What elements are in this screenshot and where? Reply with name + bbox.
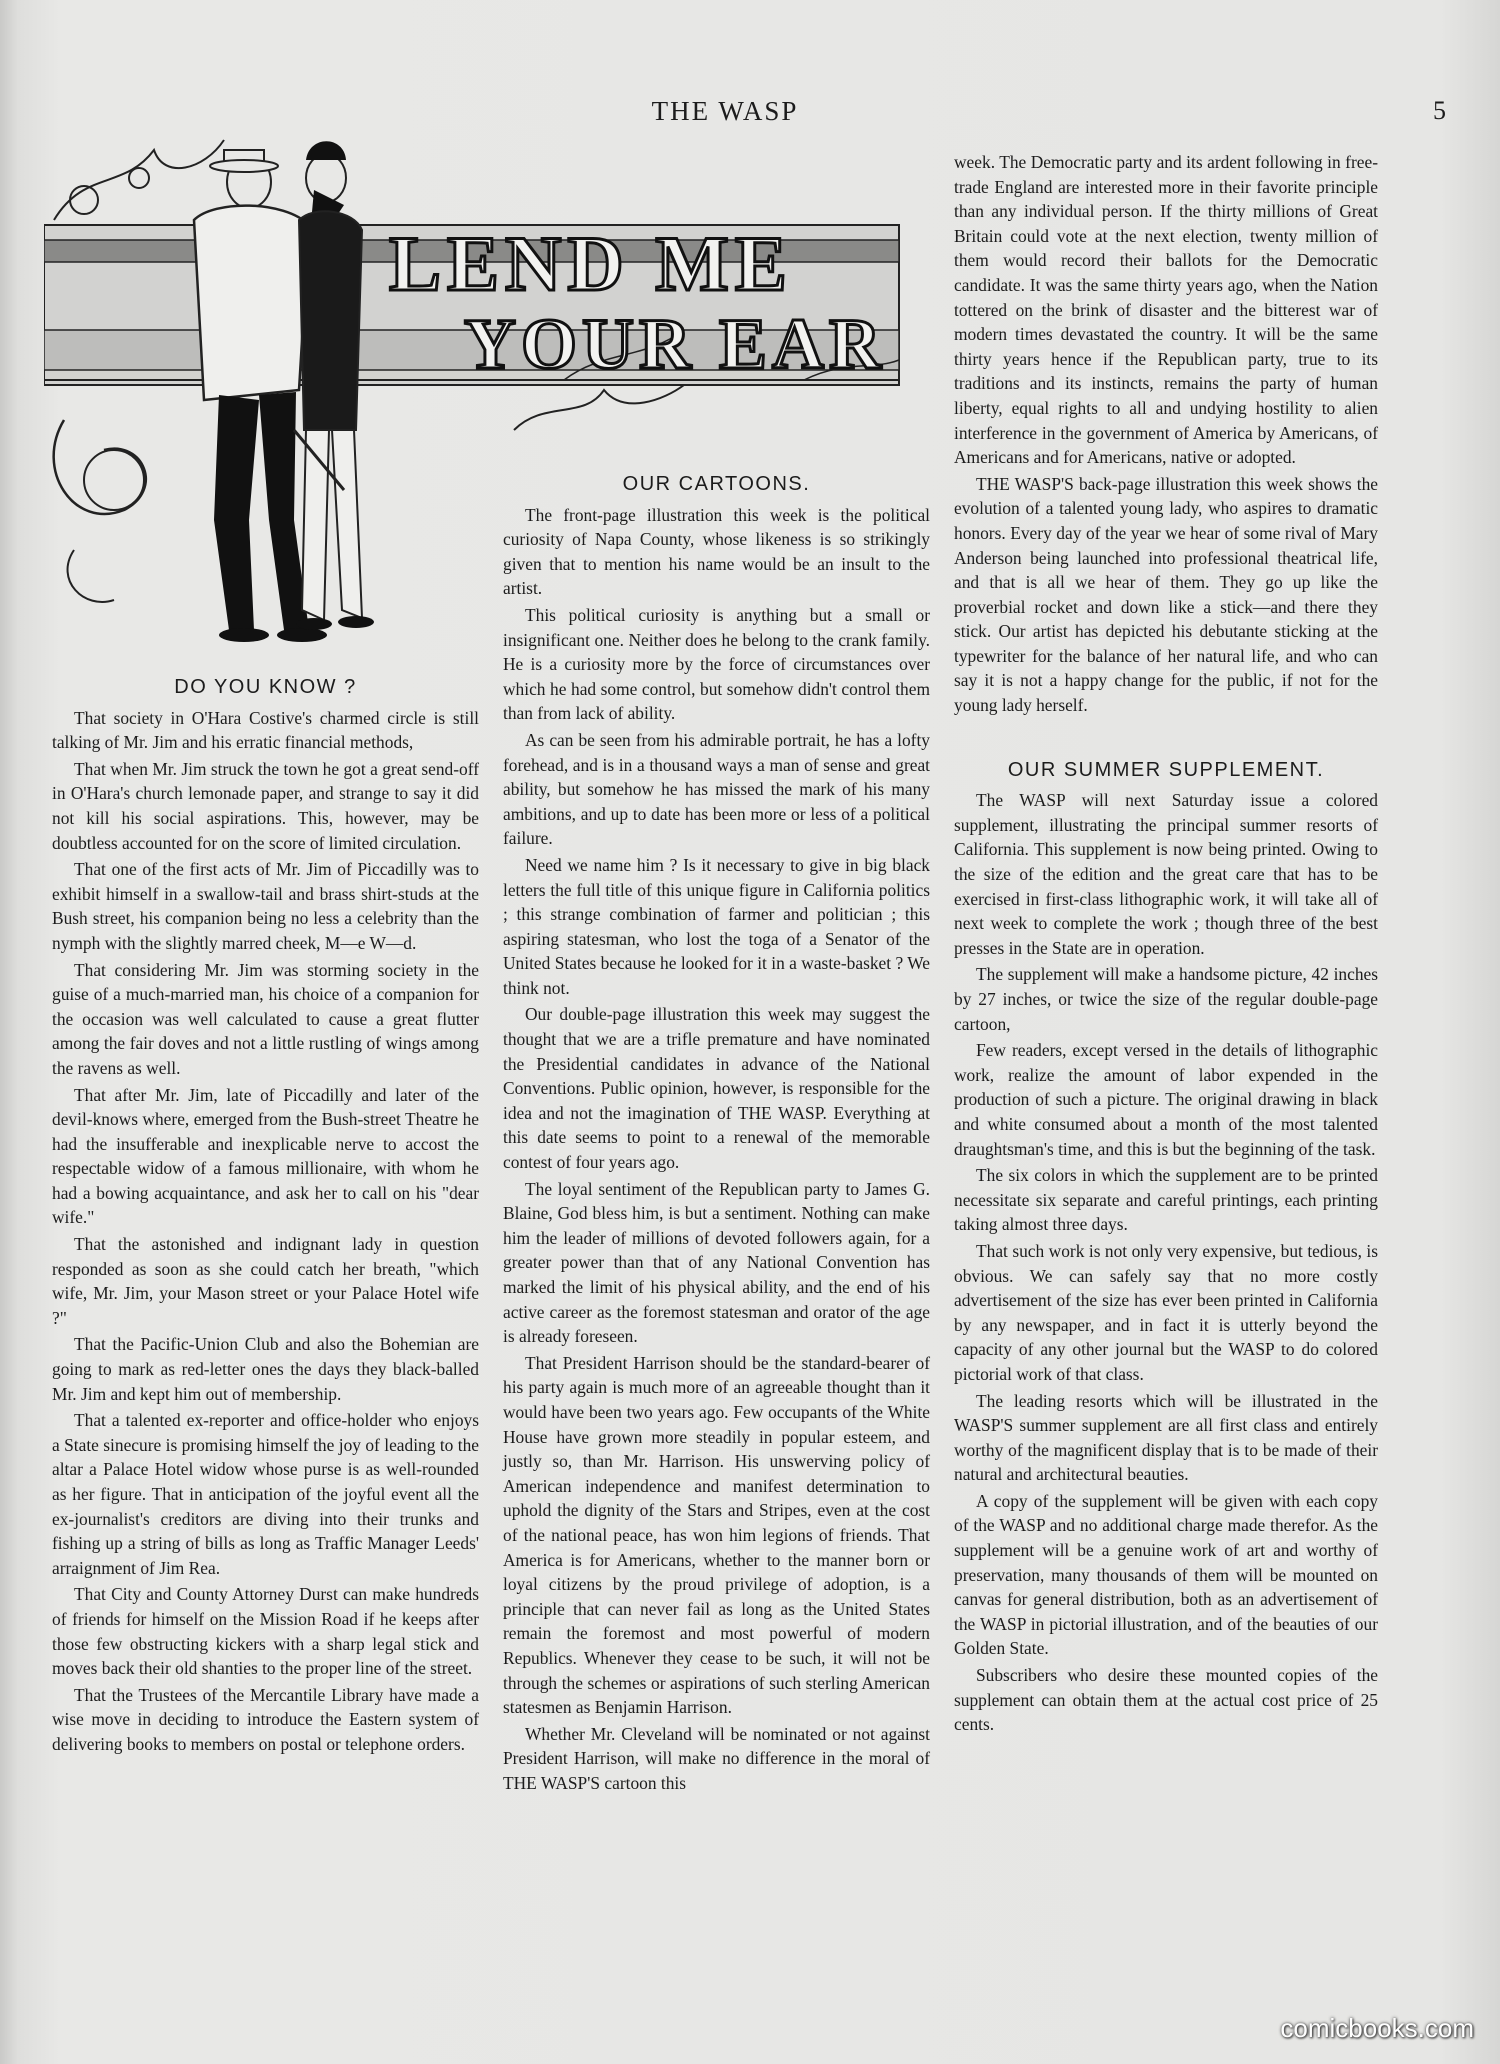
paragraph: That one of the first acts of Mr. Jim of Piccadilly was to exhibit himself in a swallow-tail and brass shirt-studs at the Bush street, his companion being no less a celebrity than the nymph with the slightly marred cheek, M—e W—d. (52, 859, 479, 953)
paragraph: The leading resorts which will be illustrated in the WASP'S summer supplement are all first class and entirely worthy of the magnificent display that is to be made of their natural and architectural beauties. (954, 1390, 1378, 1485)
heading-our-summer-supplement: OUR SUMMER SUPPLEMENT. (1007, 758, 1325, 781)
paragraph: A copy of the supplement will be given with each copy of the WASP and no additional charge made therefor. As the supplement will be a genuine work of art and worthy of preservation, many thousands of them will be mounted on canvas for general distribution, both as an advertisement of the WASP in pictorial illustration, and of the beauties of our Golden State. (954, 1490, 1378, 1659)
paragraph: The six colors in which the supplement are to be printed necessitate six separate and careful printings, each printing taking almost three days. (954, 1165, 1378, 1235)
paragraph: Few readers, except versed in the details of lithographic work, realize the amount of labor expended in the production of such a picture. The original drawing in black and white consumed about a month of the most talented draughtsman's time, and this is but the beginning of the task. (954, 1040, 1378, 1159)
paragraph: The loyal sentiment of the Republican party to James G. Blaine, God bless him, is but a sentiment. Nothing can make him the leader of millions of devoted followers again, for a greater power than that of any National Convention has marked the limit of his physical ability, and the end of his active career as the foremost statesman and orator of the age is already foreseen. (503, 1178, 930, 1347)
paragraph: The front-page illustration this week is the political curiosity of Napa County, whose likeness is so strikingly given that to mention his name would be an insult to the artist. (503, 504, 930, 599)
column-our-cartoons (503, 472, 930, 1795)
paragraph: The supplement will make a handsome picture, 42 inches by 27 inches, or twice the size of the regular double-page cartoon, (954, 964, 1378, 1034)
banner-title-line2: YOUR EAR (464, 304, 887, 384)
paragraph: Whether Mr. Cleveland will be nominated or not against President Harrison, will make no difference in the moral of THE WASP'S cartoon this (503, 1723, 930, 1793)
section-summer-supplement (954, 758, 1378, 1737)
paragraph: That such work is not only very expensive, but tedious, is obvious. We can safely say that no more costly advertisement of the size has ever been printed in California by any newspaper, and in fact it is utterly beyond the capacity of any other journal but the WASP to do colored pictorial work of that class. (954, 1240, 1378, 1384)
banner-title-line1: LEND ME (389, 220, 793, 307)
paragraph: That City and County Attorney Durst can make hundreds of friends for himself on the Mission Road if he keeps after those few obstructing kickers with a sharp legal stick and moves back their old shanties to the proper line of the street. (52, 1584, 479, 1679)
paragraph-continued: week. The Democratic party and its ardent following in free-trade England are interested more in their favorite principle than any individual person. If the thirty millions of Great Britain could vote at the next election, twenty million of them would record their ballots for the Democratic candidate. It was the same thirty years ago, when the Nation tottered on the brink of disaster and the bitterest war of modern times devastated the country. It will be the same thirty years hence if the Republican party, true to its traditions and its instincts, remains the party of human liberty, equal rights to all and undying hostility to alien interference in the government of America by Americans, of Americans and for Americans, native or adopted. (954, 152, 1378, 468)
paragraph: That the Pacific-Union Club and also the Bohemian are going to mark as red-letter ones the days they black-balled Mr. Jim and kept him out of membership. (52, 1334, 479, 1404)
paragraph: Our double-page illustration this week may suggest the thought that we are a trifle premature and have nominated the Presidential candidates in advance of the National Conventions. Public opinion, however, is responsible for the idea and not the imagination of THE WASP. Everything at this date seems to point to a renewal of the memorable contest of four years ago. (503, 1004, 930, 1173)
paragraph: That a talented ex-reporter and office-holder who enjoys a State sinecure is promising himself the joy of leading to the altar a Palace Hotel widow whose purse is as well-rounded as her figure. That in anticipation of the joyful event all the ex-journalist's creditors are diving into their trunks and fishing up a string of bills as long as Traffic Manager Leeds' arraignment of Jim Rea. (52, 1410, 479, 1578)
column-right (954, 150, 1378, 1737)
column-do-you-know (52, 675, 479, 1757)
paragraph: Need we name him ? Is it necessary to give in big black letters the full title of this unique figure in California politics ; this strange combination of farmer and politician ; this aspiring statesman, who lost the toga of a Senator of the United States because he looked for it in a waste-basket ? We think not. (503, 854, 930, 998)
paragraph: Subscribers who desire these mounted copies of the supplement can obtain them at the actual cost price of 25 cents. (954, 1665, 1378, 1735)
paragraph: That the astonished and indignant lady in question responded as soon as she could catch her breath, "which wife, Mr. Jim, your Mason street or your Palace Hotel wife ?" (52, 1234, 479, 1328)
paragraph: This political curiosity is anything but a small or insignificant one. Neither does he belong to the crank family. He is a curiosity more by the force of circumstances over which he had some control, but somehow didn't control them than from lack of ability. (503, 604, 930, 724)
paragraph: That considering Mr. Jim was storming society in the guise of a much-married man, his choice of a companion for the occasion was well calculated to cause a great flutter among the fair doves and not a little rustling of wings among the ravens as well. (52, 959, 479, 1078)
paragraph: That society in O'Hara Costive's charmed circle is still talking of Mr. Jim and his erratic financial methods, (52, 707, 479, 753)
paragraph: That the Trustees of the Mercantile Library have made a wise move in deciding to introduce the Eastern system of delivering books to members on postal or telephone orders. (52, 1684, 479, 1754)
heading-do-you-know: DO YOU KNOW ? (174, 676, 357, 698)
paragraph: That when Mr. Jim struck the town he got a great send-off in O'Hara's church lemonade paper, and strange to say it did not kill his social aspirations. This, however, may be doubtless accounted for on the score of limited circulation. (52, 758, 479, 853)
paragraph: As can be seen from his admirable portrait, he has a lofty forehead, and is in a thousand ways a man of sense and great ability, but somehow he has missed the mark of his many ambitions, and up to date has been more or less of a political failure. (503, 729, 930, 849)
paragraph: THE WASP'S back-page illustration this week shows the evolution of a talented young lady, who aspires to dramatic honors. Every day of the year we hear of some rival of Mary Anderson being launched into professional theatrical life, and that is all we hear of them. They go up like the proverbial rocket and down like a stick—and there they stick. Our artist has depicted his debutante sticking at the typewriter for the balance of her natural life, and who can say it is not a happy change for the public, if not for the young lady herself. (954, 473, 1378, 716)
masthead-title: THE WASP (651, 96, 799, 126)
page-number: 5 (1433, 96, 1446, 125)
paragraph: The WASP will next Saturday issue a colored supplement, illustrating the principal summer resorts of California. This supplement is now being printed. Owing to the size of the edition and the great care that has to be exercised in first-class lithographic work, it will take all of next week to complete the work ; though three of the best presses in the State are in operation. (954, 790, 1378, 958)
heading-our-cartoons: OUR CARTOONS. (622, 473, 811, 495)
source-watermark: comicbooks.com (1280, 2013, 1474, 2043)
paragraph: That after Mr. Jim, late of Piccadilly and later of the devil-knows where, emerged from the Bush-street Theatre he had the insufferable and inexplicable nerve to accost the respectable widow of a famous millionaire, with whom he had a bowing acquaintance, and ask her to call on his "dear wife." (52, 1084, 479, 1228)
two-gentlemen-figures (194, 141, 374, 642)
paragraph: That President Harrison should be the standard-bearer of his party again is much more of an agreeable thought than it would have been two years ago. Few occupants of the White House have grown more steadily in popular esteem, and justly so, than Mr. Harrison. His unswerving policy of American independence and manifest determination to uphold the dignity of the Stars and Stripes, even at the cost of the national peace, has won him legions of friends. That America is for Americans, whether to the manner born or loyal citizens by the proud privilege of adoption, is a principle that can never fail as long as the United States remain the foremost and most powerful of modern Republics. Whenever they cease to be such, it will not be through the schemes or aspirations of such sterling American statesmen as Benjamin Harrison. (503, 1352, 930, 1718)
